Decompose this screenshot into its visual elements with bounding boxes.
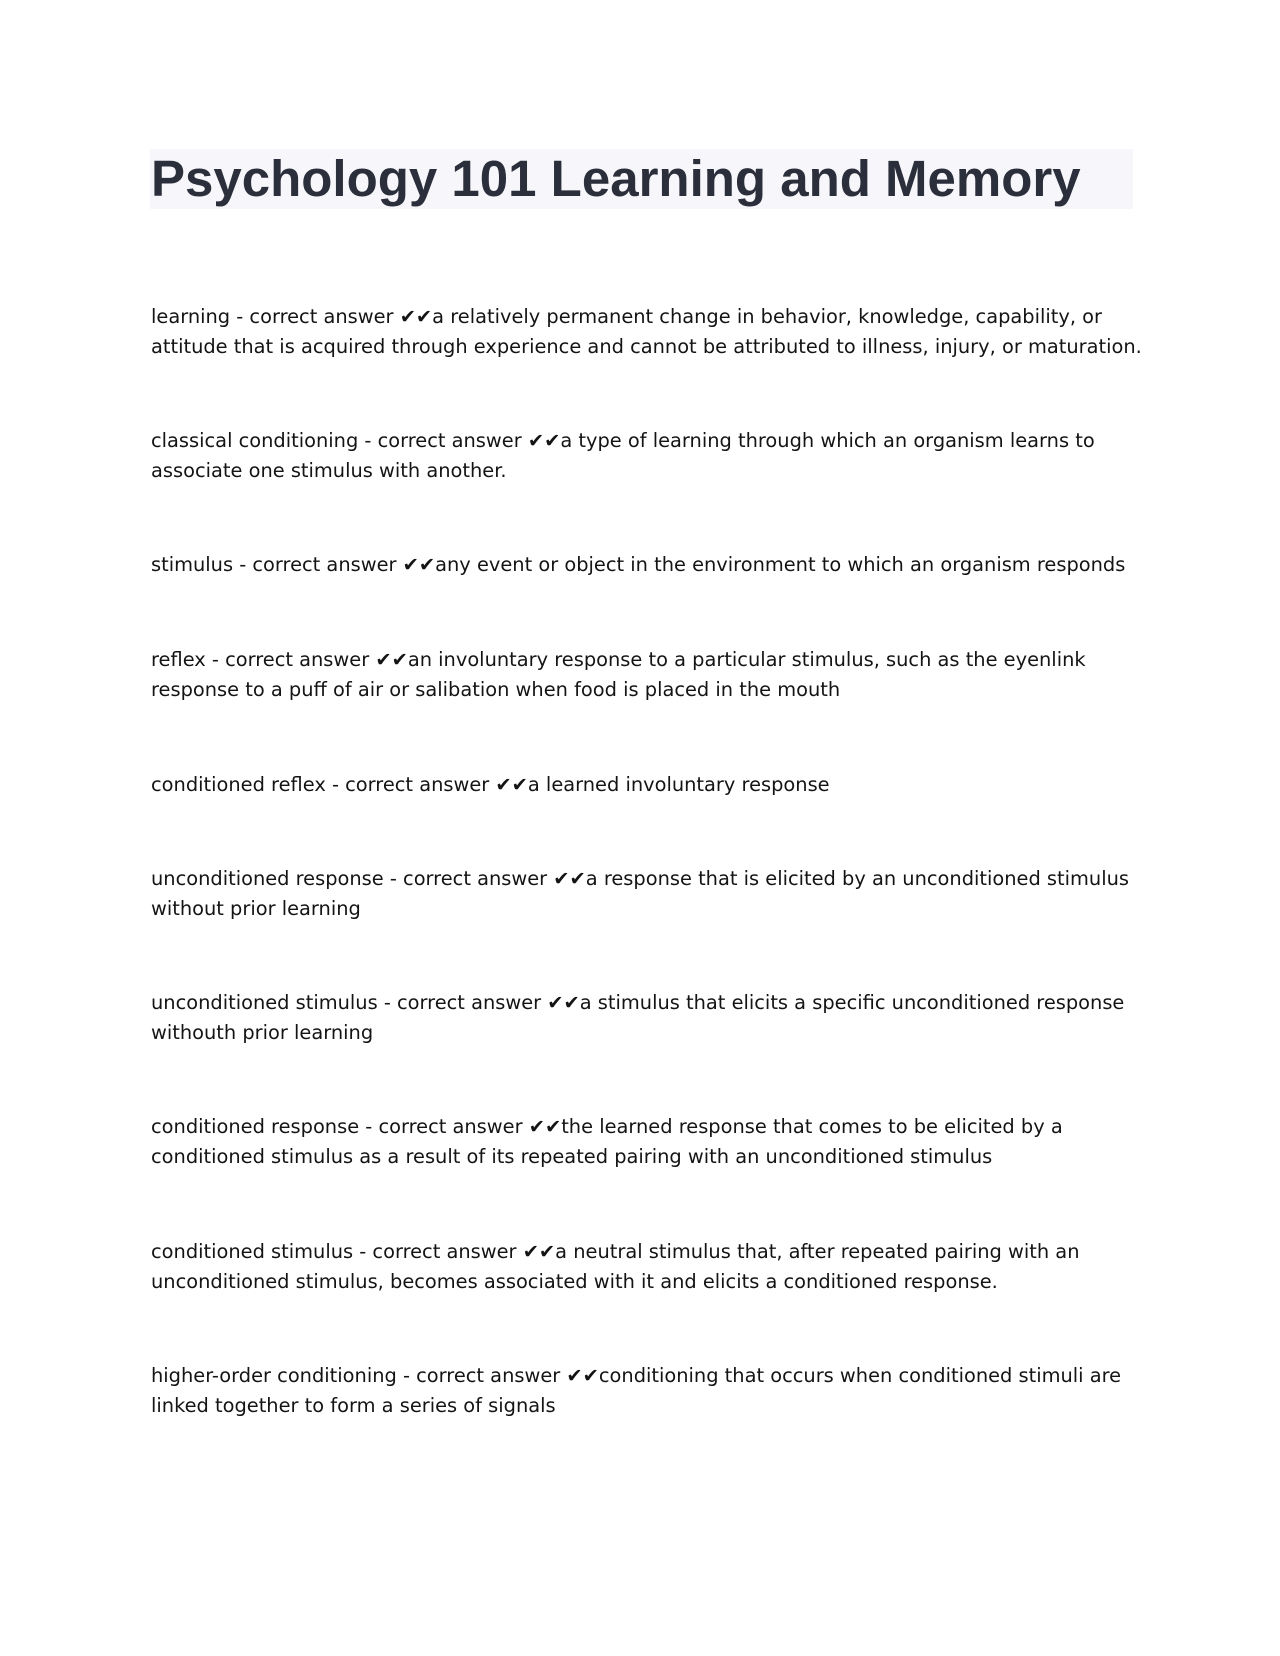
entry-line: conditioned reflex - correct answer ✔✔a learned involuntary response (151, 773, 830, 796)
entry-line: unconditioned stimulus - correct answer ✔✔a stimulus that elicits a specific unconditioned response (151, 991, 1125, 1014)
flashcard-entry-conditioned-response (151, 1112, 1136, 1172)
entry-line: stimulus - correct answer ✔✔any event or object in the environment to which an organism responds (151, 553, 1126, 576)
flashcard-entry-conditioned-reflex (151, 770, 1136, 800)
entry-line: classical conditioning - correct answer ✔✔a type of learning through which an organism learns to (151, 429, 1095, 452)
entry-line: higher-order conditioning - correct answer ✔✔conditioning that occurs when conditioned stimuli are (151, 1364, 1122, 1387)
entry-line: attitude that is acquired through experience and cannot be attributed to illness, injury, or maturation. (151, 335, 1142, 358)
entry-line: unconditioned response - correct answer ✔✔a response that is elicited by an unconditioned stimulus (151, 867, 1129, 890)
entry-line: response to a puff of air or salibation when food is placed in the mouth (151, 678, 841, 701)
entry-line: without prior learning (151, 897, 361, 920)
entry-line: conditioned stimulus - correct answer ✔✔a neutral stimulus that, after repeated pairing with an (151, 1240, 1080, 1263)
page-title: Psychology 101 Learning and Memory (151, 150, 1081, 207)
entry-line: reflex - correct answer ✔✔an involuntary response to a particular stimulus, such as the eyenlink (151, 648, 1086, 671)
entry-line: conditioned response - correct answer ✔✔the learned response that comes to be elicited by a (151, 1115, 1063, 1138)
entry-line: learning - correct answer ✔✔a relatively permanent change in behavior, knowledge, capability, or (151, 305, 1102, 328)
flashcard-entry-higher-order-conditioning (151, 1361, 1136, 1421)
flashcard-entry-unconditioned-stimulus (151, 988, 1136, 1048)
entry-line: conditioned stimulus as a result of its repeated pairing with an unconditioned stimulus (151, 1145, 993, 1168)
flashcard-entry-classical-conditioning (151, 426, 1136, 486)
entry-line: withouth prior learning (151, 1021, 374, 1044)
entry-line: associate one stimulus with another. (151, 459, 507, 482)
flashcard-entry-reflex (151, 645, 1136, 705)
flashcard-entry-stimulus (151, 550, 1136, 580)
flashcard-entry-unconditioned-response (151, 864, 1136, 924)
entry-line: unconditioned stimulus, becomes associated with it and elicits a conditioned response. (151, 1270, 998, 1293)
entry-line: linked together to form a series of signals (151, 1394, 556, 1417)
flashcard-entry-learning (151, 302, 1142, 362)
flashcard-entry-conditioned-stimulus (151, 1237, 1136, 1297)
